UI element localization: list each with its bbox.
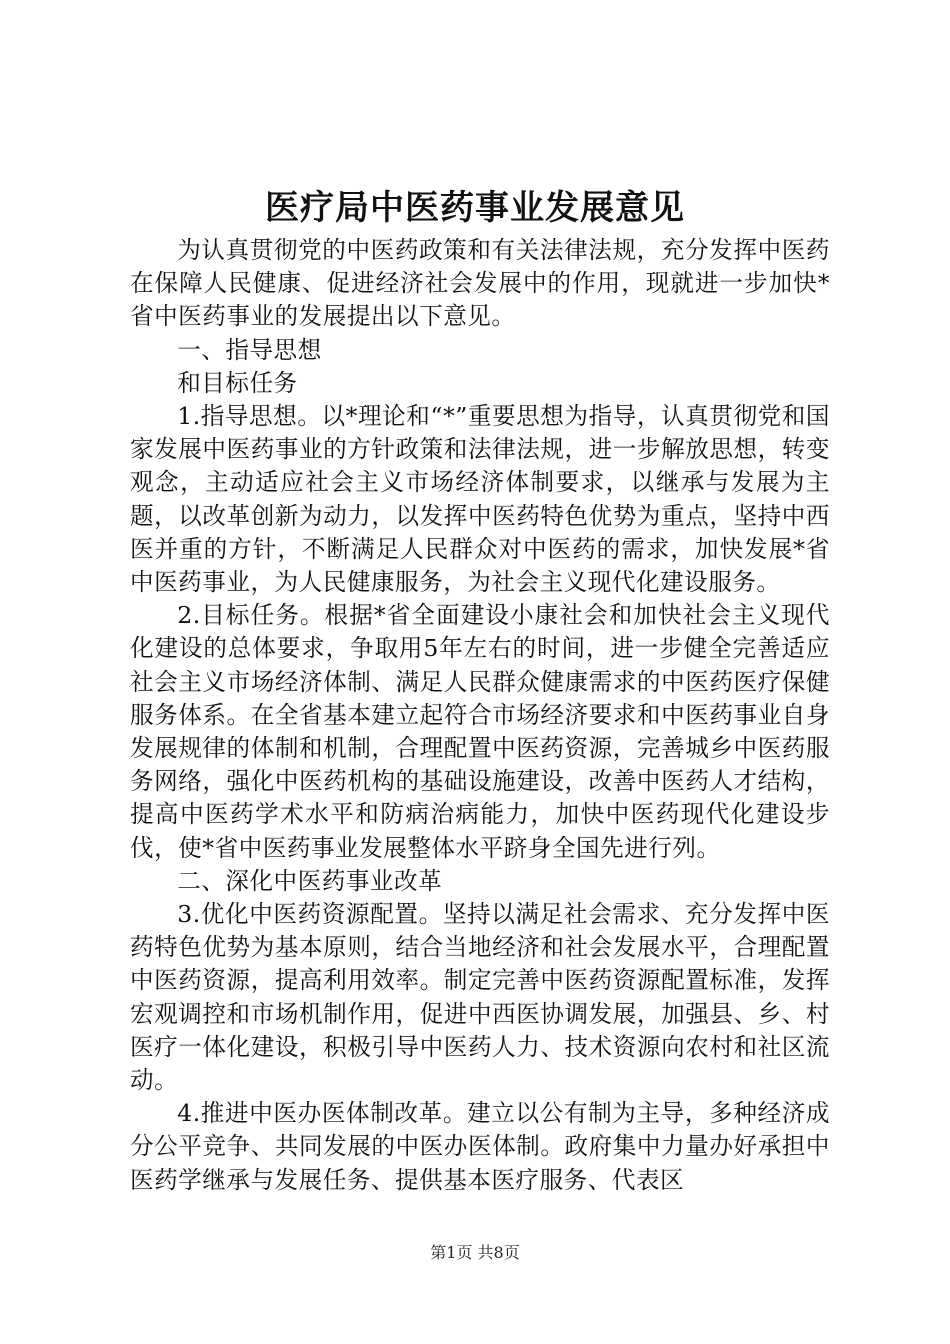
paragraph-intro: 为认真贯彻党的中医药政策和有关法律法规，充分发挥中医药在保障人民健康、促进经济社会发展中的作用，现就进一步加快*省中医药事业的发展提出以下意见。 bbox=[130, 236, 830, 331]
section-heading-1: 一、指导思想 bbox=[177, 335, 322, 364]
paragraph-system-reform: 4.推进中医办医体制改革。建立以公有制为主导，多种经济成分公平竞争、共同发展的中医办医体制。政府集中力量办好承担中医药学继承与发展任务、提供基本医疗服务、代表区 bbox=[130, 1099, 830, 1194]
document-body bbox=[130, 234, 830, 1197]
paragraph-target-tasks: 2.目标任务。根据*省全面建设小康社会和加快社会主义现代化建设的总体要求，争取用5年左右的时间，进一步健全完善适应社会主义市场经济体制、满足人民群众健康需求的中医药医疗保健服务体系。在全省基本建立起符合市场经济要求和中医药事业自身发展规律的体制和机制，合理配置中医药资源，完善城乡中医药服务网络，强化中医药机构的基础设施建设，改善中医药人才结构，提高中医药学术水平和防病治病能力，加快中医药现代化建设步伐，使*省中医药事业发展整体水平跻身全国先进行列。 bbox=[130, 601, 830, 862]
section-heading-2: 二、深化中医药事业改革 bbox=[177, 866, 443, 895]
section-heading-1-continued: 和目标任务 bbox=[177, 368, 298, 397]
document-title: 医疗局中医药事业发展意见 bbox=[265, 188, 685, 228]
paragraph-guiding-ideology: 1.指导思想。以*理论和“*”重要思想为指导，认真贯彻党和国家发展中医药事业的方针政策和法律法规，进一步解放思想，转变观念，主动适应社会主义市场经济体制要求，以继承与发展为主题，以改革创新为动力，以发挥中医药特色优势为重点，坚持中西医并重的方针，不断满足人民群众对中医药的需求，加快发展*省中医药事业，为人民健康服务，为社会主义现代化建设服务。 bbox=[130, 402, 830, 597]
paragraph-resource-allocation: 3.优化中医药资源配置。坚持以满足社会需求、充分发挥中医药特色优势为基本原则，结合当地经济和社会发展水平，合理配置中医药资源，提高利用效率。制定完善中医药资源配置标准，发挥宏观调控和市场机制作用，促进中西医协调发展，加强县、乡、村医疗一体化建设，积极引导中医药人力、技术资源向农村和社区流动。 bbox=[130, 900, 830, 1095]
page-footer: 第1页 共8页 bbox=[430, 1243, 520, 1262]
